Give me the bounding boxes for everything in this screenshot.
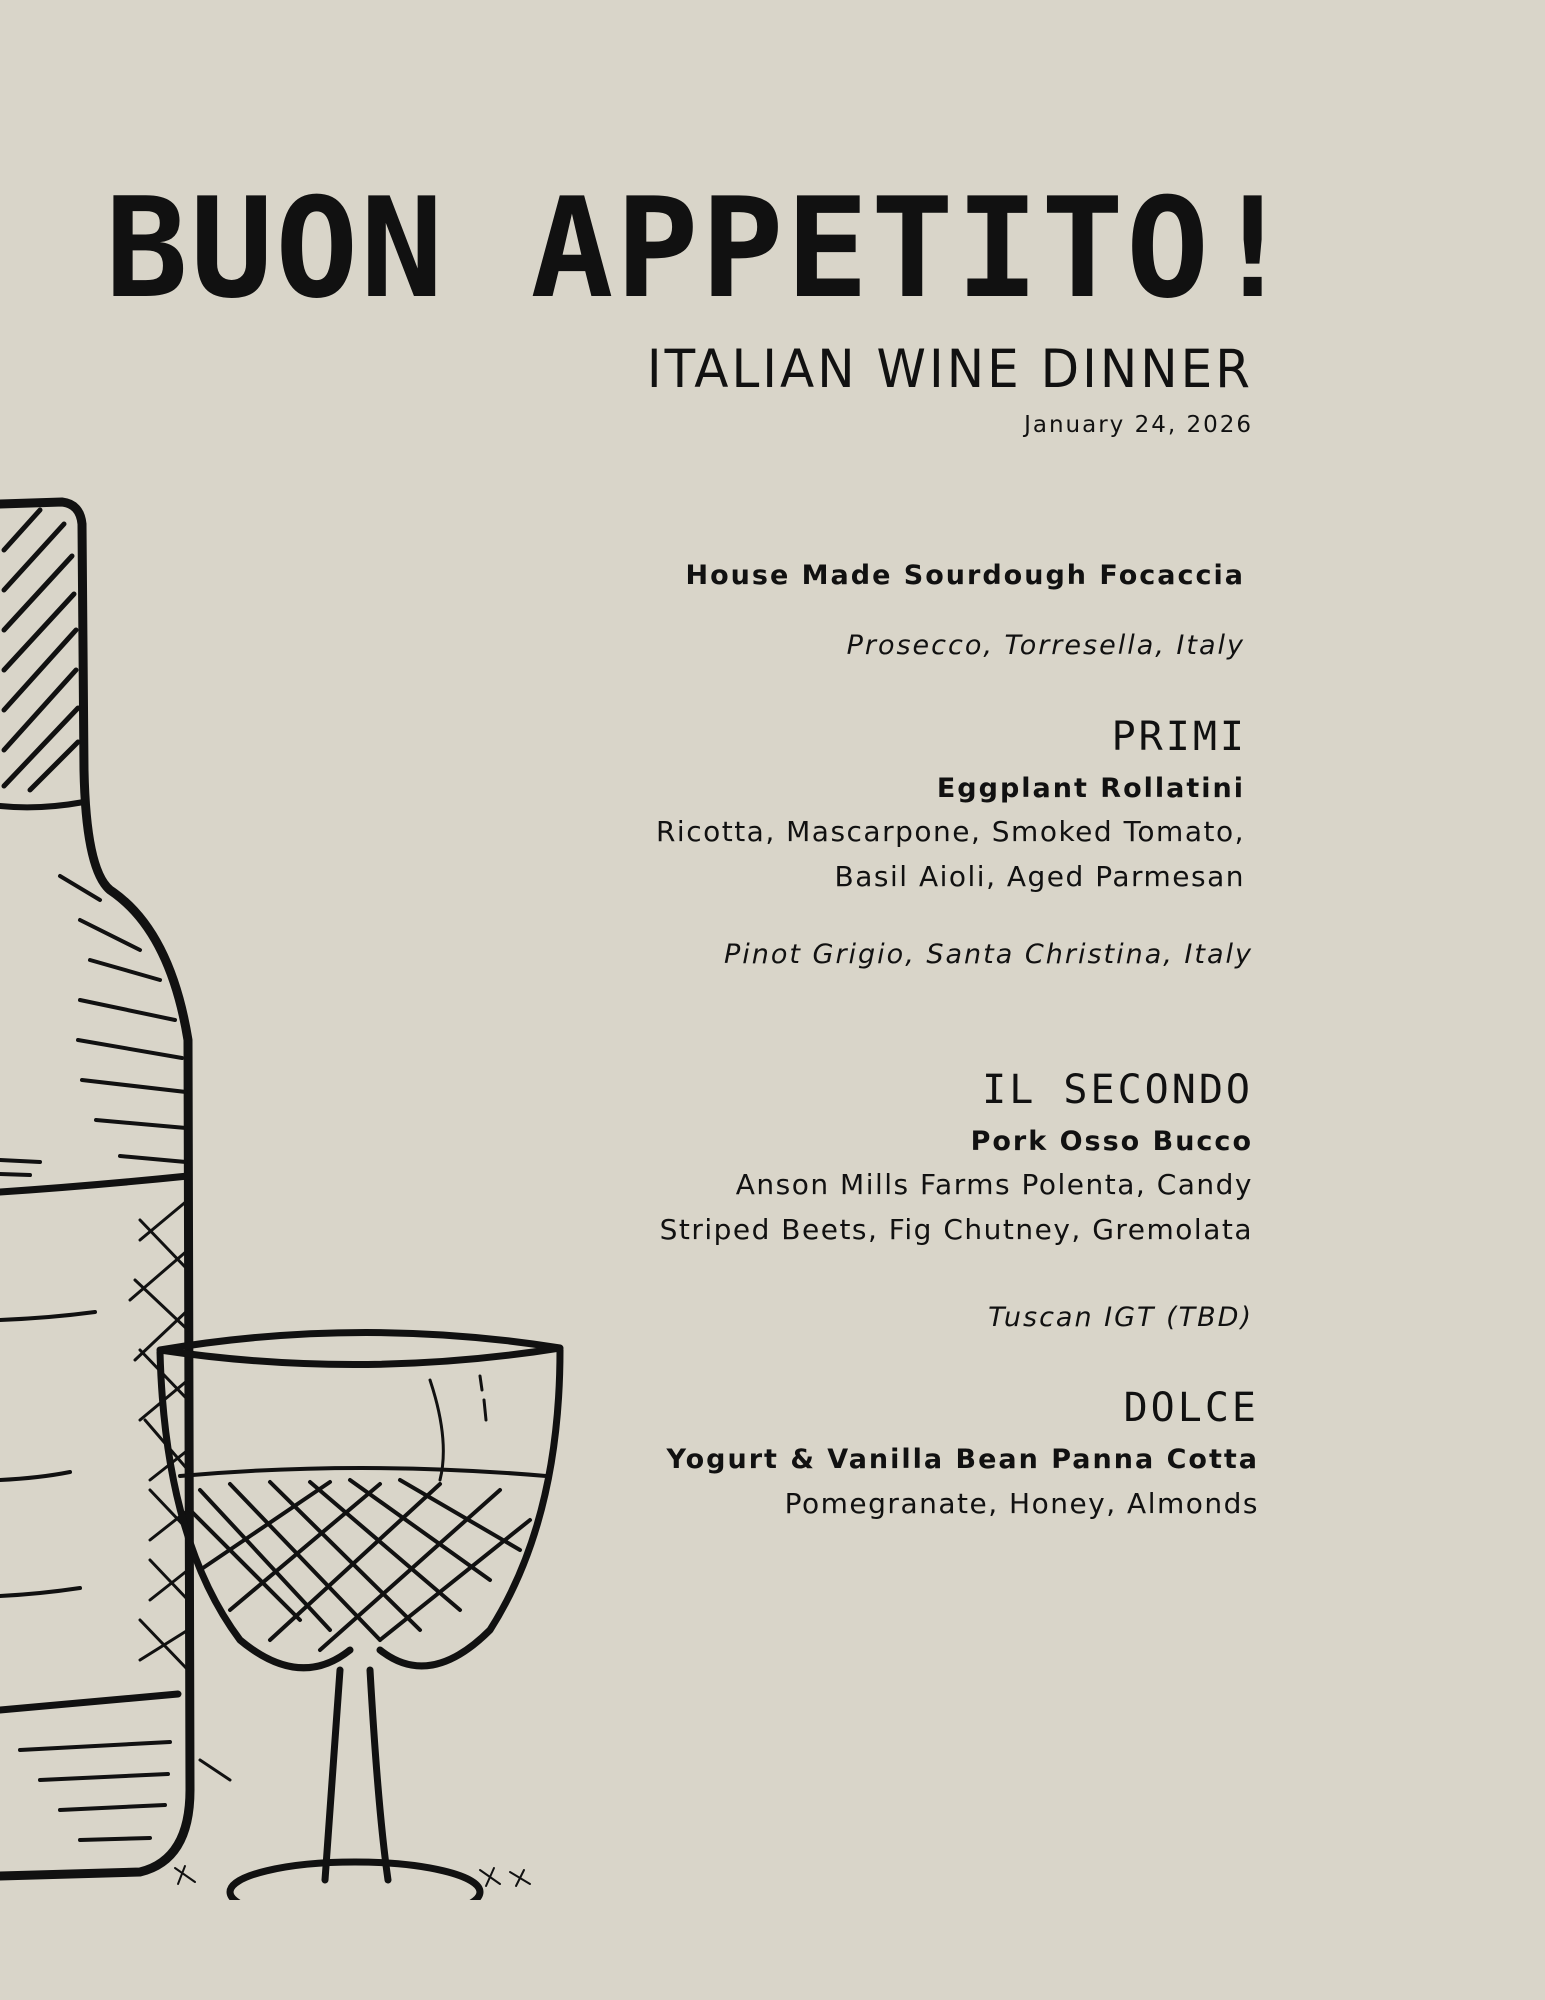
secondo-dish: Pork Osso Bucco [970, 1125, 1253, 1157]
primi-desc-line2: Basil Aioli, Aged Parmesan [834, 860, 1245, 894]
page-title: BUON APPETITO! [105, 168, 1297, 329]
bottle-crosshatch [130, 1200, 188, 1670]
event-subtitle: ITALIAN WINE DINNER [646, 338, 1253, 400]
event-date: January 24, 2026 [1024, 412, 1253, 438]
dolce-dish: Yogurt & Vanilla Bean Panna Cotta [666, 1444, 1259, 1476]
primi-desc-line1: Ricotta, Mascarpone, Smoked Tomato, [655, 815, 1245, 849]
dolce-course [553, 1385, 1259, 1525]
secondo-course [553, 1066, 1253, 1335]
primi-heading: PRIMI [1111, 713, 1247, 760]
dolce-heading: DOLCE [1123, 1385, 1259, 1432]
bottle-label-top [0, 1176, 188, 1192]
starter-dish: House Made Sourdough Focaccia [685, 560, 1245, 591]
secondo-heading: IL SECONDO [982, 1066, 1253, 1113]
primi-wine: Pinot Grigio, Santa Christina, Italy [723, 939, 1253, 971]
wine-bottle-and-glass-icon [0, 480, 600, 1900]
secondo-desc-line1: Anson Mills Farms Polenta, Candy [735, 1167, 1253, 1201]
bottle-label-bottom [0, 1694, 178, 1710]
starter-course [553, 560, 1253, 663]
primi-course [553, 713, 1253, 972]
dolce-desc-line1: Pomegranate, Honey, Almonds [784, 1486, 1259, 1520]
bottle-label-lines [0, 1312, 95, 1596]
glass-highlights [200, 1376, 486, 1780]
secondo-desc-line2: Striped Beets, Fig Chutney, Gremolata [659, 1212, 1253, 1246]
bottle-shoulder-hatching [0, 876, 186, 1175]
bottle-neck-band [0, 802, 84, 807]
secondo-wine: Tuscan IGT (TBD) [988, 1301, 1253, 1333]
starter-wine: Prosecco, Torresella, Italy [846, 630, 1245, 662]
bottle-bottom-hatching [20, 1742, 170, 1840]
menu-list [553, 560, 1259, 1526]
primi-dish: Eggplant Rollatini [936, 772, 1245, 804]
bottle-cap-hatching [4, 510, 78, 790]
